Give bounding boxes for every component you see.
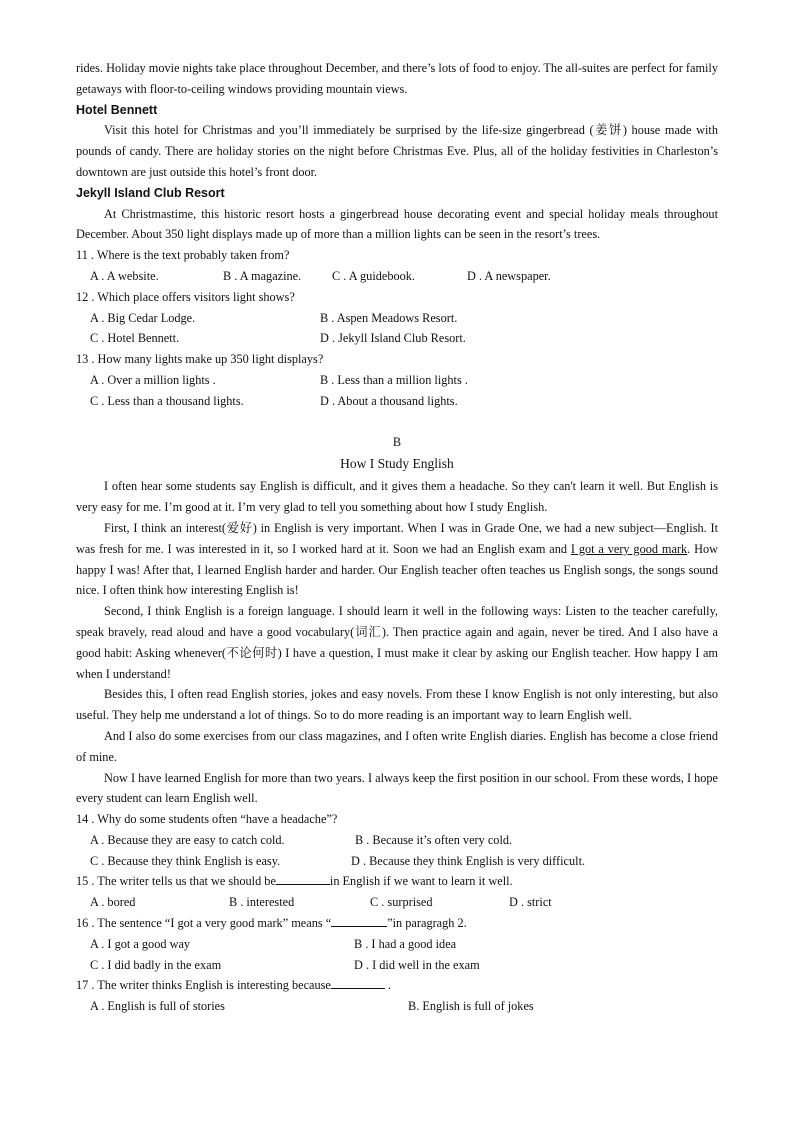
option-d[interactable]: D . About a thousand lights.: [320, 393, 458, 408]
option-c[interactable]: C . I did badly in the exam: [90, 957, 222, 972]
heading-jekyll-island: Jekyll Island Club Resort: [76, 185, 225, 200]
exam-page: [76, 58, 718, 1017]
option-a[interactable]: A . Over a million lights .: [90, 372, 216, 387]
question-14-options-row2: [76, 851, 718, 872]
passage-b-paragraph-5: And I also do some exercises from our class magazines, and I often write English diaries. English has become a close friend of mine.: [76, 728, 718, 764]
option-a[interactable]: A . A website.: [90, 268, 159, 283]
heading-hotel-bennett: Hotel Bennett: [76, 102, 158, 117]
option-c[interactable]: C . Less than a thousand lights.: [90, 393, 244, 408]
option-d[interactable]: D . I did well in the exam: [354, 957, 480, 972]
question-13: 13 . How many lights make up 350 light displays?: [76, 352, 324, 367]
p2-text-before: First, I think an interest(爱好) in English is very important. When I was in Grade One, we had a new subject—English. It was fresh for me. I was interested in it, so I worked hard at it. Soon we had an English exam and: [76, 520, 718, 556]
p2-underlined-sentence: I got a very good mark: [570, 541, 688, 556]
option-d[interactable]: D . strict: [509, 895, 552, 910]
passage-jekyll-island: At Christmastime, this historic resort hosts a gingerbread house decorating event and special holiday meals throughout December. About 350 light displays made up of more than a million lights can be seen in the resort’s trees.: [76, 206, 718, 242]
option-a[interactable]: A . Big Cedar Lodge.: [90, 310, 196, 325]
passage-b-paragraph-1: I often hear some students say English is difficult, and it gives them a headache. So they can't learn it well. But English is very easy for me. I’m good at it. I’m very glad to tell you something about how I study English.: [76, 479, 718, 515]
section-b-label: B: [392, 434, 402, 449]
answer-blank[interactable]: [331, 914, 387, 927]
option-b[interactable]: B . Because it’s often very cold.: [355, 832, 513, 847]
question-15-options: [76, 892, 718, 913]
question-13-options-row1: [76, 370, 718, 391]
option-b[interactable]: B . interested: [229, 895, 295, 910]
question-17-options: [76, 996, 718, 1017]
option-d[interactable]: D . Because they think English is very difficult.: [351, 853, 586, 868]
option-a[interactable]: A . Because they are easy to catch cold.: [90, 832, 285, 847]
passage-b-paragraph-6: Now I have learned English for more than two years. I always keep the first position in our school. From these words, I hope every student can learn English well.: [76, 770, 719, 806]
option-b[interactable]: B. English is full of jokes: [408, 999, 534, 1014]
question-17: 17 . The writer thinks English is interesting because .: [76, 978, 392, 993]
p2-text-after: . How happy I was! After that, I learned English harder and harder. Our English teacher often teaches us English songs, the songs sound nice. I often think how interesting English is!: [76, 541, 718, 598]
option-d[interactable]: D . Jekyll Island Club Resort.: [320, 331, 466, 346]
question-13-options-row2: [76, 391, 718, 412]
question-14-options-row1: [76, 830, 718, 851]
question-16-options-row2: [76, 955, 718, 976]
question-15: 15 . The writer tells us that we should be in English if we want to learn it well.: [76, 874, 513, 889]
answer-blank[interactable]: [331, 976, 385, 989]
option-b[interactable]: B . I had a good idea: [354, 936, 457, 951]
option-c[interactable]: C . Hotel Bennett.: [90, 331, 180, 346]
passage-a-continuation: rides. Holiday movie nights take place throughout December, and there’s lots of food to enjoy. The all-suites are perfect for family getaways with floor-to-ceiling windows providing mountain views.: [76, 61, 718, 96]
passage-b-paragraph-2: [76, 518, 718, 601]
option-c[interactable]: C . surprised: [370, 895, 433, 910]
question-16: 16 . The sentence “I got a very good mark” means “ ”in paragragh 2.: [76, 916, 467, 931]
answer-blank[interactable]: [276, 872, 330, 885]
passage-hotel-bennett: Visit this hotel for Christmas and you’ll immediately be surprised by the life-size gingerbread (姜饼) house made with pounds of candy. There are holiday stories on the night before Christmas Eve. Plus, all of the holiday festivities in Charleston’s downtown are just outside this hotel’s front door.: [76, 123, 718, 179]
question-12: 12 . Which place offers visitors light shows?: [76, 289, 295, 304]
option-a[interactable]: A . bored: [90, 895, 136, 910]
question-12-options-row2: [76, 328, 718, 349]
question-16-options-row1: [76, 934, 718, 955]
question-12-options-row1: [76, 308, 718, 329]
option-b[interactable]: B . A magazine.: [223, 268, 302, 283]
passage-b-paragraph-3: Second, I think English is a foreign language. I should learn it well in the following ways: Listen to the teacher carefully, speak bravely, read aloud and have a good vocabulary(词汇). Then practice again and again, never be tired. And I also have a good habit: Asking whenever(不论何时) I have a question, I must make it clear by asking our English teacher. How happy I am when I understand!: [76, 604, 718, 681]
option-a[interactable]: A . English is full of stories: [90, 999, 225, 1014]
question-14: 14 . Why do some students often “have a headache”?: [76, 812, 338, 827]
option-b[interactable]: B . Less than a million lights .: [320, 372, 468, 387]
option-b[interactable]: B . Aspen Meadows Resort.: [320, 310, 458, 325]
question-11: 11 . Where is the text probably taken from?: [76, 248, 290, 263]
option-a[interactable]: A . I got a good way: [90, 936, 191, 951]
question-11-options: [76, 266, 718, 287]
passage-b-paragraph-4: Besides this, I often read English stories, jokes and easy novels. From these I know English is not only interesting, but also useful. They help me understand a lot of things. So to do more reading is an important way to learn English well.: [76, 687, 718, 723]
passage-b-title: How I Study English: [340, 456, 454, 472]
option-c[interactable]: C . Because they think English is easy.: [90, 853, 281, 868]
option-d[interactable]: D . A newspaper.: [467, 268, 551, 283]
option-c[interactable]: C . A guidebook.: [332, 268, 416, 283]
